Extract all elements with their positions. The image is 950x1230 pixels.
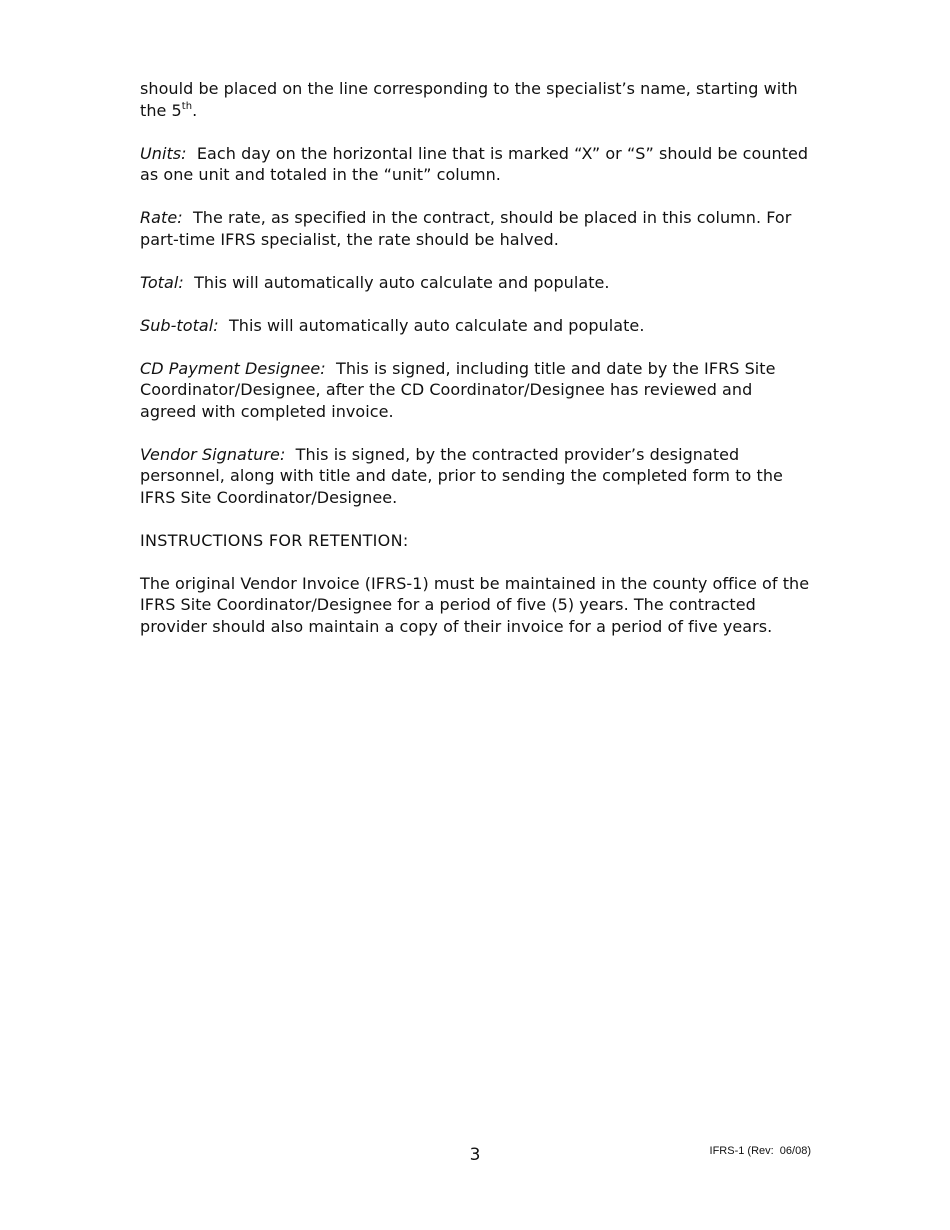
vendor-signature-term: Vendor Signature: (140, 444, 286, 464)
subtotal-term: Sub-total: (140, 315, 219, 335)
total-text: This will automatically auto calculate and populate. (194, 272, 610, 292)
subtotal-paragraph (140, 315, 812, 337)
vendor-signature-text: This is signed, by the contracted provider’s designated personnel, along with title and date, prior to sending the completed form to the IFRS Site Coordinator/Designee. (140, 444, 783, 507)
retention-heading: INSTRUCTIONS FOR RETENTION: (140, 530, 409, 550)
units-paragraph (140, 143, 812, 186)
vendor-signature-paragraph (140, 444, 812, 509)
total-paragraph (140, 272, 812, 294)
cd-payment-designee-term: CD Payment Designee: (140, 358, 326, 378)
intro-superscript: th (181, 100, 193, 112)
form-revision-label: IFRS-1 (Rev: 06/08) (709, 1145, 811, 1157)
intro-paragraph (140, 78, 812, 121)
rate-text: The rate, as specified in the contract, should be placed in this column. For part-time IFRS specialist, the rate should be halved. (140, 208, 792, 249)
retention-paragraph: The original Vendor Invoice (IFRS-1) must be maintained in the county office of the IFRS Site Coordinator/Designee for a period of five (5) years. The contracted provider should also maintain a copy of their invoice for a period of five years. (140, 573, 810, 636)
cd-payment-designee-paragraph (140, 358, 812, 423)
total-term: Total: (140, 272, 184, 292)
rate-term: Rate: (140, 208, 183, 227)
document-body (140, 78, 812, 659)
cd-payment-designee-text: This is signed, including title and date by the IFRS Site Coordinator/Designee, after the CD Coordinator/Designee has reviewed and agreed with completed invoice. (140, 358, 776, 421)
intro-text: should be placed on the line corresponding to the specialist’s name, starting with the 5 (140, 79, 798, 120)
units-text: Each day on the horizontal line that is marked “X” or “S” should be counted as one unit and totaled in the “unit” column. (140, 143, 809, 184)
units-term: Units: (140, 143, 187, 163)
page-number: 3 (469, 1145, 481, 1165)
rate-paragraph (140, 207, 812, 250)
subtotal-text: This will automatically auto calculate and populate. (228, 315, 645, 335)
intro-period: . (192, 100, 198, 120)
